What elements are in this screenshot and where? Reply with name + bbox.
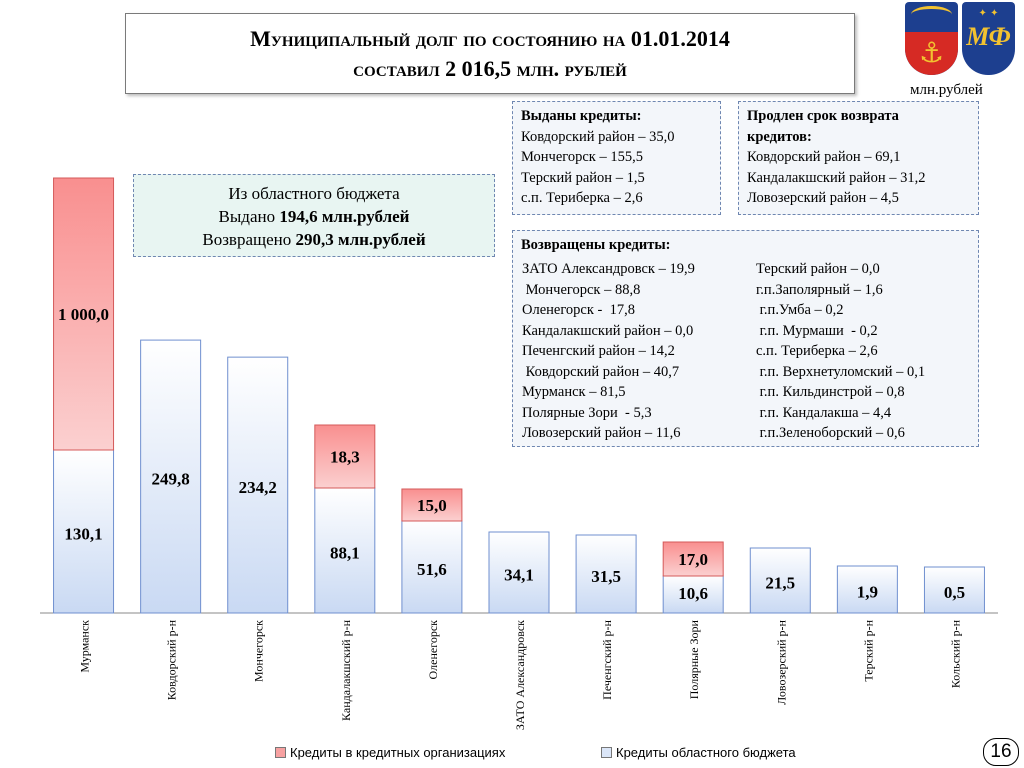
extended-credit-item: Кандалакшский район – 31,2 xyxy=(747,169,926,186)
page-number: 16 xyxy=(983,738,1019,766)
bar-data-label: 130,1 xyxy=(64,524,103,544)
x-tick-label: Ловозерский р-н xyxy=(774,620,789,705)
bar-data-label: 234,2 xyxy=(238,478,277,498)
budget-line-1: Из областного бюджета xyxy=(228,184,400,203)
returned-credits-heading: Возвращены кредиты: xyxy=(521,237,671,253)
x-tick-label: Оленегорск xyxy=(425,620,440,680)
issued-credit-item: Мончегорск – 155,5 xyxy=(521,149,643,165)
bar-data-label: 51,6 xyxy=(417,560,447,579)
ministry-finance-emblem-icon: ✦ ✦ МФ xyxy=(962,2,1015,75)
returned-credit-item: г.п. Кильдинстрой – 0,8 xyxy=(756,384,905,400)
bar-data-label: 15,0 xyxy=(417,496,447,515)
returned-credit-item: Ловозерский район – 11,6 xyxy=(522,425,681,441)
budget-issued-value: 194,6 млн.рублей xyxy=(279,207,410,226)
returned-credit-item: г.п.Заполярный – 1,6 xyxy=(756,281,883,298)
budget-issued-label: Выдано xyxy=(218,207,280,226)
legend-swatch xyxy=(601,747,612,758)
returned-credit-item: Мурманск – 81,5 xyxy=(522,384,626,400)
bar-data-label: 34,1 xyxy=(504,565,534,585)
returned-credit-item: г.п. Кандалакша – 4,4 xyxy=(756,404,892,421)
issued-credit-item: Ковдорский район – 35,0 xyxy=(521,128,675,145)
returned-credit-item: Ковдорский район – 40,7 xyxy=(522,363,680,380)
x-tick-label: Полярные Зори xyxy=(687,620,702,700)
returned-credit-item: г.п. Мурмаши - 0,2 xyxy=(756,322,878,339)
bar-data-label: 17,0 xyxy=(678,550,709,569)
regional-budget-box xyxy=(133,174,495,257)
murmansk-region-emblem-icon: ⚓ xyxy=(905,2,958,75)
x-tick-label: Терский р-н xyxy=(861,620,876,682)
unit-label: млн.рублей xyxy=(910,82,983,98)
bar-data-label: 249,8 xyxy=(151,469,190,489)
budget-returned-value: 290,3 млн.рублей xyxy=(295,230,426,249)
bar-data-label: 1 000,0 xyxy=(58,305,110,324)
returned-credit-item: Кандалакшский район – 0,0 xyxy=(522,322,694,339)
returned-credit-item: г.п.Умба – 0,2 xyxy=(756,302,844,318)
budget-returned-label: Возвращено xyxy=(202,230,296,249)
title-line-2: составил 2 016,5 млн. рублей xyxy=(353,55,627,81)
extended-credit-item: Ковдорский район – 69,1 xyxy=(747,149,901,165)
bar-data-label: 10,6 xyxy=(678,584,709,603)
legend-item-commercial xyxy=(275,745,505,760)
x-tick-label: Печенгский р-н xyxy=(600,620,615,700)
extended-credit-item: Ловозерский район – 4,5 xyxy=(747,190,899,206)
legend-label: Кредиты в кредитных организациях xyxy=(290,745,506,760)
extended-credits-heading-1: Продлен срок возврата xyxy=(747,108,899,124)
legend-swatch xyxy=(275,747,286,758)
x-tick-label: Мурманск xyxy=(77,620,92,673)
issued-credit-item: Терский район – 1,5 xyxy=(521,169,645,186)
issued-credit-item: с.п. Териберка – 2,6 xyxy=(521,190,643,206)
returned-credit-item: Мончегорск – 88,8 xyxy=(522,281,641,298)
returned-credit-item: г.п.Зеленоборский – 0,6 xyxy=(756,425,905,441)
bar-data-label: 18,3 xyxy=(329,447,360,467)
title-line-1: Муниципальный долг по состоянию на 01.01.2014 xyxy=(250,25,730,51)
returned-credit-item: Полярные Зори - 5,3 xyxy=(522,404,652,421)
issued-credits-heading: Выданы кредиты: xyxy=(521,108,642,124)
bar-data-label: 0,5 xyxy=(943,583,966,602)
bar-data-label: 1,9 xyxy=(856,582,878,602)
x-tick-label: Мончегорск xyxy=(251,620,266,682)
legend-item-budget xyxy=(601,745,796,760)
returned-credit-item: с.п. Териберка – 2,6 xyxy=(756,343,878,359)
returned-credit-item: г.п. Верхнетуломский – 0,1 xyxy=(756,363,926,380)
returned-credit-item: Терский район – 0,0 xyxy=(756,261,880,277)
returned-credit-item: Оленегорск - 17,8 xyxy=(522,302,635,318)
legend-label: Кредиты областного бюджета xyxy=(616,745,796,760)
bar-data-label: 21,5 xyxy=(765,573,796,593)
x-tick-label: Кандалакшский р-н xyxy=(338,620,353,721)
x-tick-label: Кольский р-н xyxy=(948,620,963,689)
returned-credit-item: ЗАТО Александровск – 19,9 xyxy=(522,261,695,277)
returned-credit-item: Печенгский район – 14,2 xyxy=(522,343,675,359)
extended-credits-heading-2: кредитов: xyxy=(747,128,812,145)
bar-data-label: 88,1 xyxy=(329,543,360,563)
bar-data-label: 31,5 xyxy=(591,567,621,586)
x-tick-label: ЗАТО Александровск xyxy=(513,620,527,731)
x-tick-label: Ковдорский р-н xyxy=(164,620,179,701)
